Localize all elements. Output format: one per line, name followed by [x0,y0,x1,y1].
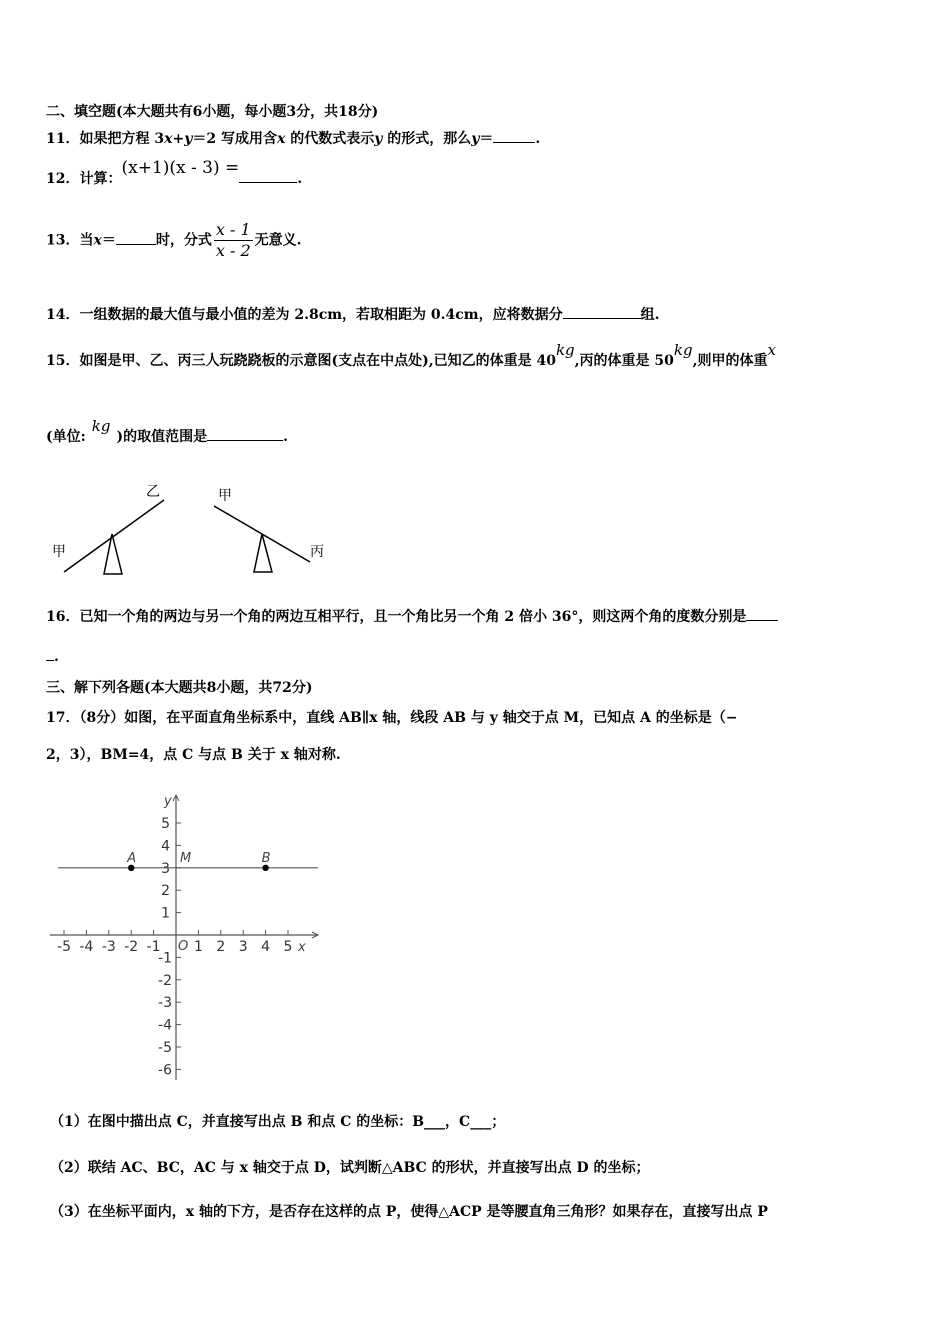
q14-number: 14． [46,307,80,323]
q11-var-y: y [184,131,193,147]
x-tick-label: -2 [124,939,139,955]
x-tick-label: 1 [193,939,203,955]
seesaw-right-low-label: 丙 [310,544,324,560]
origin-label: O [178,939,189,954]
x-tick-label: 3 [238,939,248,955]
question-16-line-2 [46,646,59,667]
q17-subquestion-3: （3）在坐标平面内，x 轴的下方，是否存在这样的点 P，使得△ACP 是等腰直角三角形？如果存在，直接写出点 P [50,1204,768,1220]
x-tick-label: -1 [146,939,161,955]
q15-var-x: x [767,341,776,359]
question-11 [46,128,540,149]
q11-end: . [535,131,541,147]
q13-number: 13． [46,232,80,249]
coordinate-axes [50,794,318,1080]
q17-subquestion-2: （2）联结 AC、BC，AC 与 x 轴交于点 D，试判断△ABC 的形状，并直接写出点 D 的坐标； [50,1160,650,1176]
q15-text-b: ,丙的体重是 50 [574,353,674,369]
q13-text-b: ＝ [101,232,116,249]
q11-answer-blank[interactable] [493,128,535,143]
q17-number: 17． [46,710,80,726]
q13-text-d: 无意义. [254,232,302,249]
question-16 [46,606,778,627]
q11-var-y3: y [471,131,480,147]
q16-number: 16． [46,609,80,625]
q13-fraction-numerator: x - 1 [215,220,251,239]
y-tick-label: 5 [161,816,170,832]
x-tick-label: 2 [216,939,226,955]
q16-answer-blank[interactable] [746,606,778,621]
q13-var-x: x [93,232,102,249]
coordinate-plane [40,785,330,1085]
x-tick-label: -4 [79,939,94,955]
question-12 [46,158,303,189]
q15-line2-b: )的取值范围是 [116,429,208,445]
seesaw-left-board [64,500,164,572]
q14-text: 一组数据的最大值与最小值的差为 2.8cm，若取相距为 0.4cm，应将数据分 [79,307,563,323]
seesaw-figure [40,478,340,588]
question-13 [46,220,302,261]
q16-text: 已知一个角的两边与另一个角的两边互相平行，且一个角比另一个角 2 倍小 36°，则这两个角的度数分别是 [79,609,747,625]
q11-text-f: ＝ [479,131,494,147]
q12-end: . [297,171,303,187]
q12-answer-blank[interactable] [239,168,297,183]
q11-text-d: 的代数式表示 [285,131,375,147]
q12-label: 计算： [79,171,122,187]
q12-expression: (x+1)(x - 3) = [121,158,240,178]
q13-answer-blank[interactable] [116,230,156,245]
q12-number: 12． [46,171,80,187]
y-tick-label: 3 [161,860,170,877]
y-tick-label: 2 [161,883,170,900]
q11-var-x2: x [276,131,286,147]
seesaw-left-fulcrum [104,534,122,574]
q15-text-c: ,则甲的体重 [692,353,768,369]
y-tick-label: -1 [158,950,172,967]
q15-text-a: 如图是甲、乙、丙三人玩跷跷板的示意图(支点在中点处),已知乙的体重是 40 [79,353,556,369]
q15-unit-2: kg [673,341,693,359]
section-3-heading: 三、解下列各题(本大题共8小题，共72分) [46,680,313,696]
q15-end: . [283,429,288,445]
y-tick-label: -6 [158,1062,172,1079]
question-15-line-2 [46,417,288,447]
x-tick-label: -3 [101,939,116,955]
section-2-heading: 二、填空题(本大题共有6小题，每小题3分，共18分) [46,104,379,120]
y-tick-label: 4 [161,838,170,855]
q17-line-2: 2，3），BM=4，点 C 与点 B 关于 x 轴对称. [46,747,341,763]
point-label-m: M [180,850,192,866]
seesaw-right-fulcrum [254,534,272,572]
q11-text-e: 的形式，那么 [382,131,472,147]
y-tick-label: -3 [158,995,172,1012]
question-14 [46,304,660,325]
q11-text-b: + [172,131,185,147]
y-tick-label: -4 [158,1017,172,1034]
q15-unit-3: kg [91,417,111,435]
seesaw-left-low-label: 甲 [52,544,66,560]
x-tick-label: -5 [57,939,71,955]
y-tick-label: 1 [161,905,170,922]
q11-number: 11． [46,131,80,147]
q14-answer-blank[interactable] [563,304,641,319]
y-axis-label: y [164,794,172,809]
q14-end: 组. [640,307,660,323]
seesaw-left-high-label: 乙 [146,484,160,500]
seesaw-right-high-label: 甲 [218,488,232,504]
x-axis-label: x [298,940,306,955]
q11-var-x: x [164,131,173,147]
question-17 [46,708,737,728]
q16-answer-blank-continued[interactable] [46,646,54,661]
question-15 [46,341,776,371]
q11-text-c: ＝2 写成用含 [192,131,277,147]
q17-subquestion-1: （1）在图中描出点 C，并直接写出点 B 和点 C 的坐标：B___，C___； [50,1114,506,1130]
point-label-b: B [261,850,271,866]
x-tick-label: 5 [283,939,293,955]
q16-end: . [54,649,59,665]
q11-var-y2: y [374,131,383,147]
q13-fraction-denominator: x - 2 [215,241,251,260]
y-tick-label: -2 [158,972,172,989]
q15-line2-a: (单位: [46,429,86,445]
point-label-a: A [127,850,137,866]
y-tick-label: -5 [158,1040,172,1056]
q15-answer-blank[interactable] [207,426,283,441]
q15-number: 15． [46,353,80,369]
x-tick-label: 4 [261,939,271,955]
q17-line-1: （8分）如图，在平面直角坐标系中，直线 AB∥x 轴，线段 AB 与 y 轴交于点 M，已知点 A 的坐标是（− [79,710,738,726]
q15-unit-1: kg [555,341,575,359]
q13-fraction [214,220,253,261]
q13-text-a: 当 [79,232,94,249]
q11-text-a: 如果把方程 3 [79,131,165,147]
q13-text-c: 时，分式 [155,232,212,249]
